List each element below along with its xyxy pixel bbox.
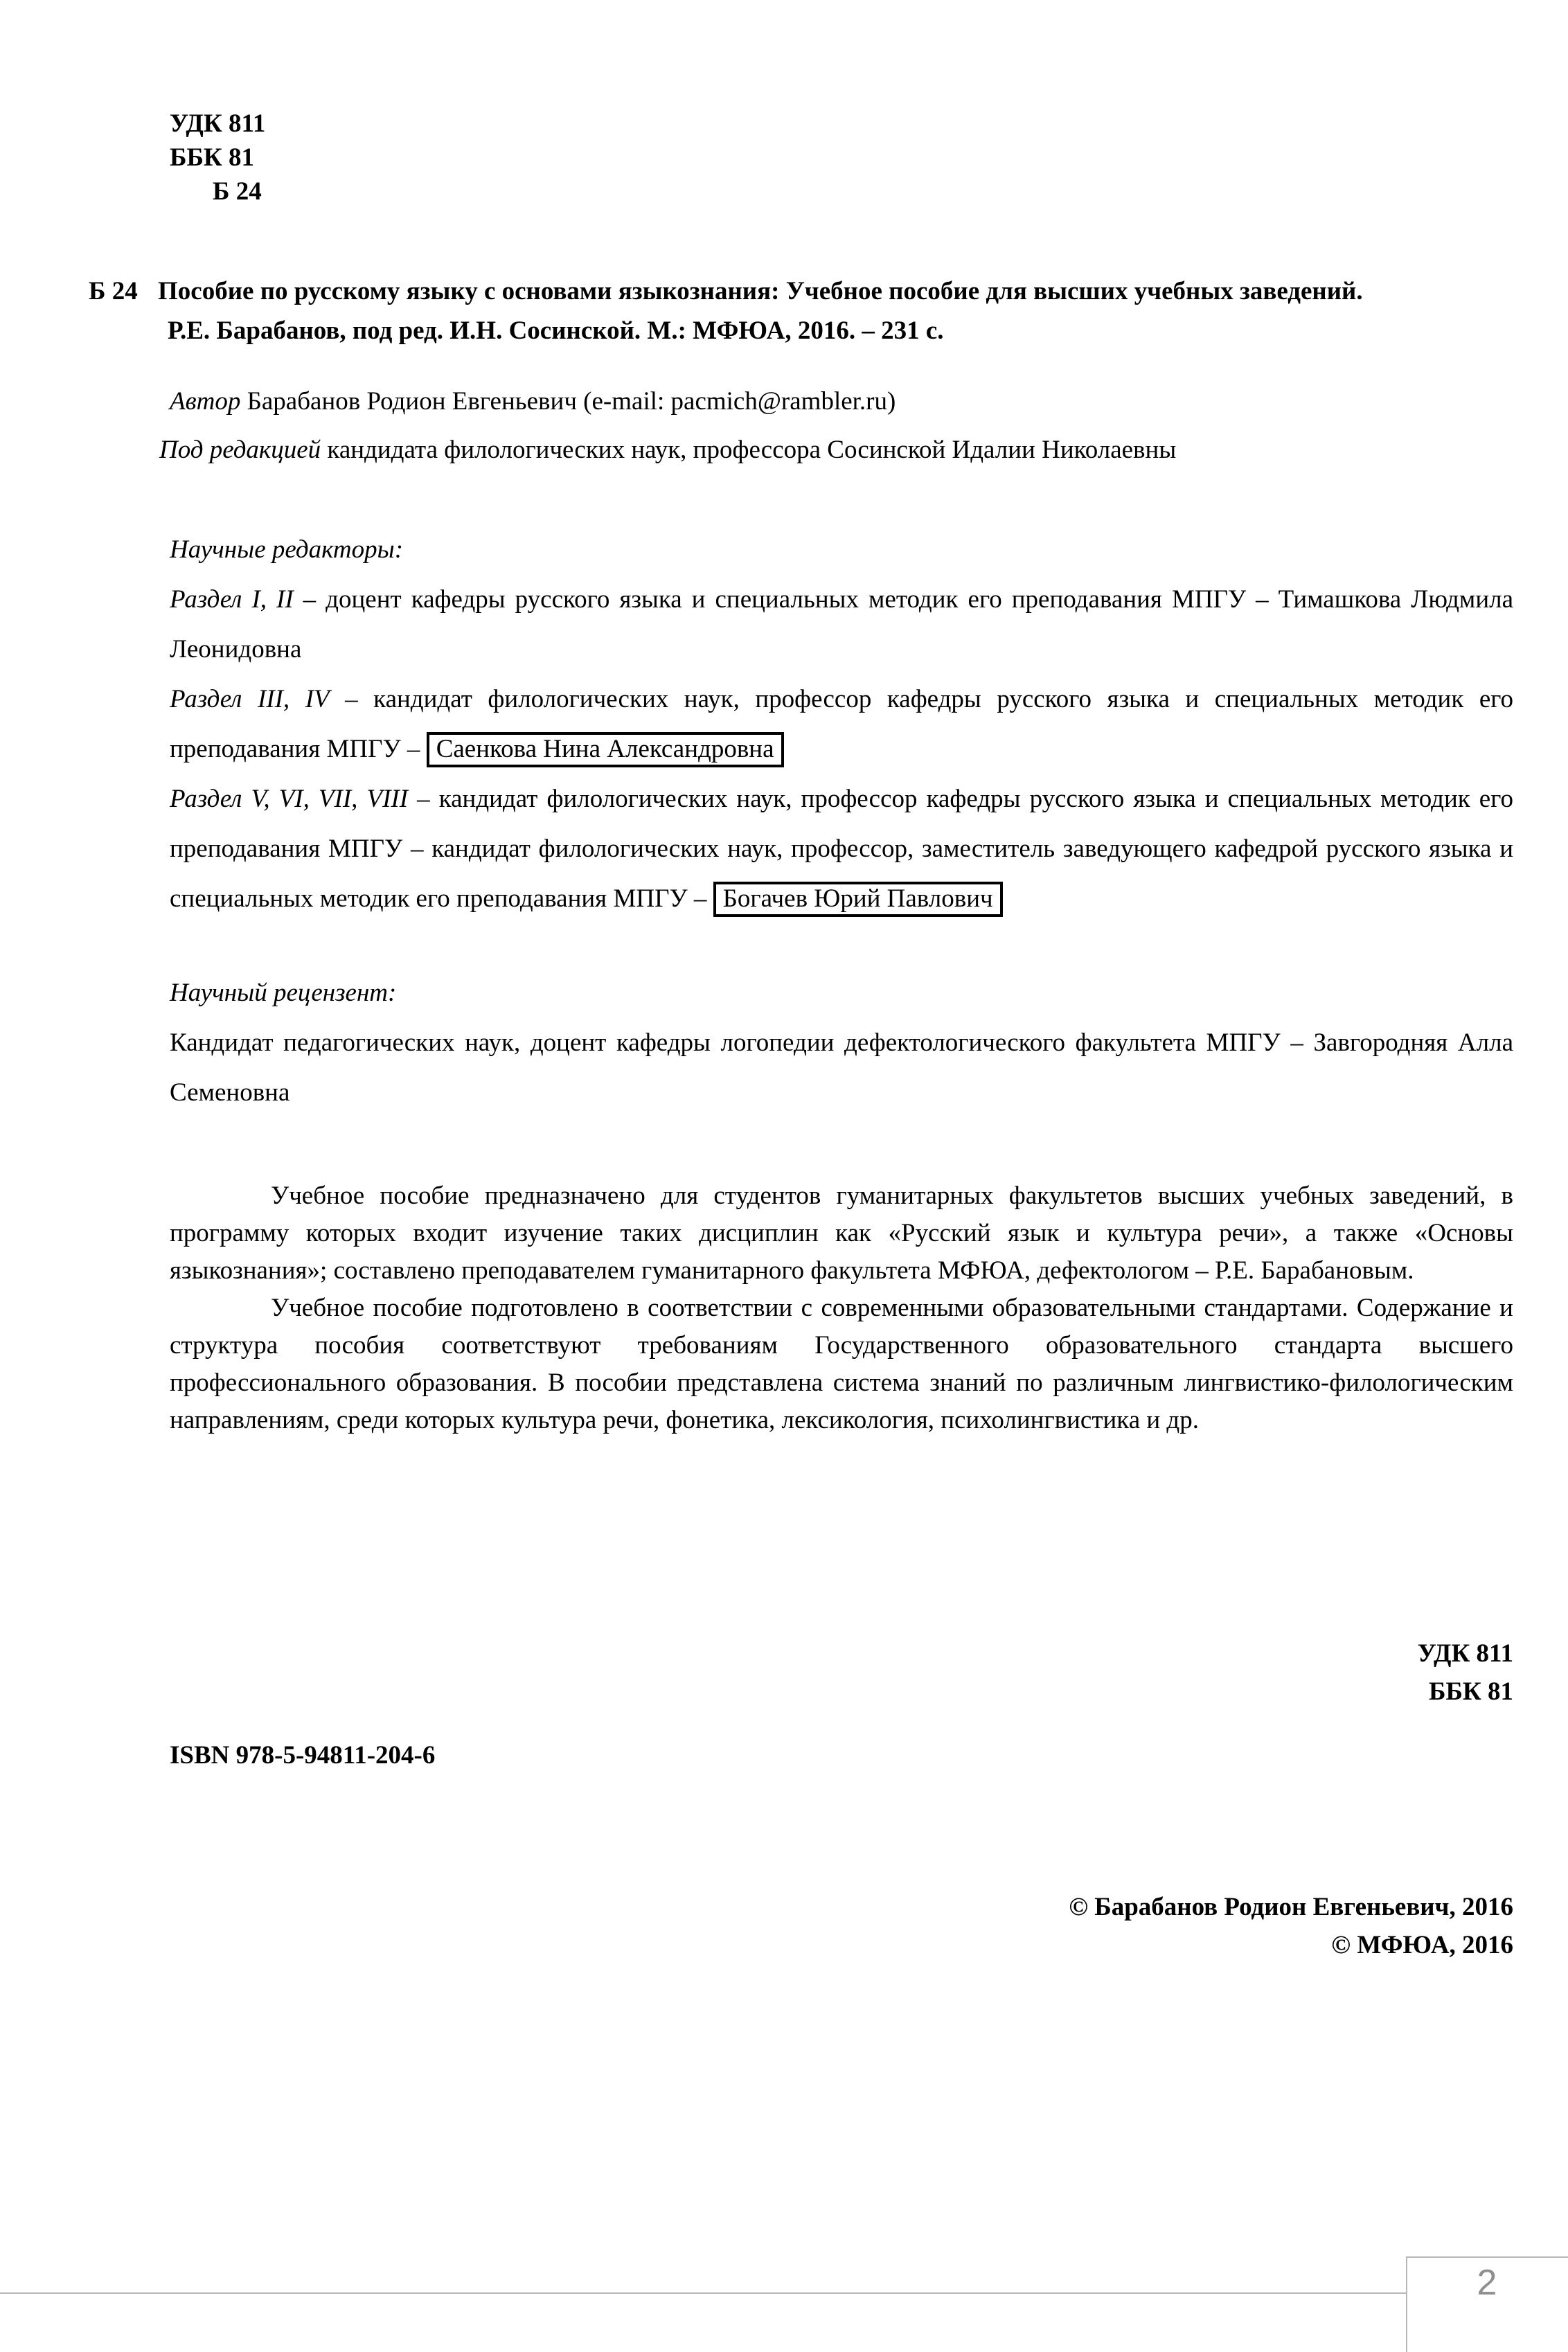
bbk-footer: ББК 81	[1428, 1677, 1513, 1706]
annotation-paragraph-1: Учебное пособие предназначено для студентов гуманитарных факультетов высших учебных заведений, в программу которых входит изучение таких дисциплин как «Русский язык и культура речи», а также «Основы языкознания»; составлено преподавателем гуманитарного факультета МФЮА, дефектологом – Р.Е. Барабановым.	[170, 1182, 1513, 1285]
page-number: 2	[1477, 2263, 1497, 2303]
footer-codes	[1418, 1634, 1513, 1711]
bibliography-details: Р.Е. Барабанов, под ред. И.Н. Сосинской. М.: МФЮА, 2016. – 231 с.	[168, 317, 944, 345]
annotation	[170, 1177, 1513, 1439]
reviewer-block	[170, 968, 1513, 1118]
udk-footer: УДК 811	[1417, 1639, 1513, 1668]
author-label: Автор	[170, 387, 241, 416]
bbk-header: ББК 81	[170, 143, 255, 172]
boxed-editor-name: Саенкова Нина Александровна	[427, 732, 784, 767]
reviewer-text: Кандидат педагогических наук, доцент кафедры логопедии дефектологического факультета МПГУ – Завгородняя Алла Семеновна	[170, 1028, 1513, 1107]
annotation-paragraph-2: Учебное пособие подготовлено в соответствии с современными образовательными стандартами. Содержание и структура пособия соответствуют требованиям Государственного образовательного стандарта высшего профессионального образования. В пособии представлена система знаний по различным лингвистико-филологическим направлениям, среди которых культура речи, фонетика, лексикология, психолингвистика и др.	[170, 1294, 1513, 1434]
section-text: – кандидат филологических наук, профессор кафедры русского языка и специальных методик его преподавания МПГУ –	[170, 685, 1513, 763]
editor-section-2	[170, 675, 1513, 774]
bibliography-title: Пособие по русскому языку с основами языкознания: Учебное пособие для высших учебных заведений.	[158, 277, 1363, 305]
section-label: Раздел III, IV	[170, 685, 330, 713]
isbn: ISBN 978-5-94811-204-6	[170, 1741, 436, 1770]
copyright-author: © Барабанов Родион Евгеньевич, 2016	[1069, 1893, 1513, 1921]
bibliography-code: Б 24	[89, 277, 138, 305]
editor-section-1	[170, 575, 1513, 675]
boxed-editor-name: Богачев Юрий Павлович	[713, 882, 1003, 917]
scientific-editors	[170, 525, 1513, 924]
bibliographic-entry	[89, 271, 1515, 350]
section-text: – кандидат филологических наук, профессор кафедры русского языка и специальных методик его преподавания МПГУ – кандидат филологических наук, профессор, заместитель заведующего кафедрой русского языка и специальных методик его преподавания МПГУ –	[170, 785, 1513, 913]
author-credit	[170, 385, 896, 418]
section-label: Раздел I, II	[170, 585, 294, 614]
scientific-editors-heading: Научные редакторы:	[170, 535, 404, 564]
copyright-publisher: © МФЮА, 2016	[1331, 1931, 1513, 1959]
editor-text: кандидата филологических наук, профессора Сосинской Идалии Николаевны	[321, 436, 1177, 464]
udk-header: УДК 811	[170, 109, 266, 138]
footer-rule	[0, 2292, 1406, 2294]
section-label: Раздел V, VI, VII, VIII	[170, 785, 409, 813]
editor-label: Под редакцией	[159, 436, 321, 464]
author-text: Барабанов Родион Евгеньевич (e-mail: pacmich@rambler.ru)	[240, 387, 896, 416]
section-text: – доцент кафедры русского языка и специальных методик его преподавания МПГУ – Тимашкова Людмила Леонидовна	[170, 585, 1514, 663]
editor-credit	[159, 434, 1176, 467]
reviewer-heading: Научный рецензент:	[170, 979, 397, 1007]
copyright	[1069, 1888, 1513, 1964]
editor-section-3	[170, 774, 1513, 924]
author-mark: Б 24	[213, 177, 262, 206]
